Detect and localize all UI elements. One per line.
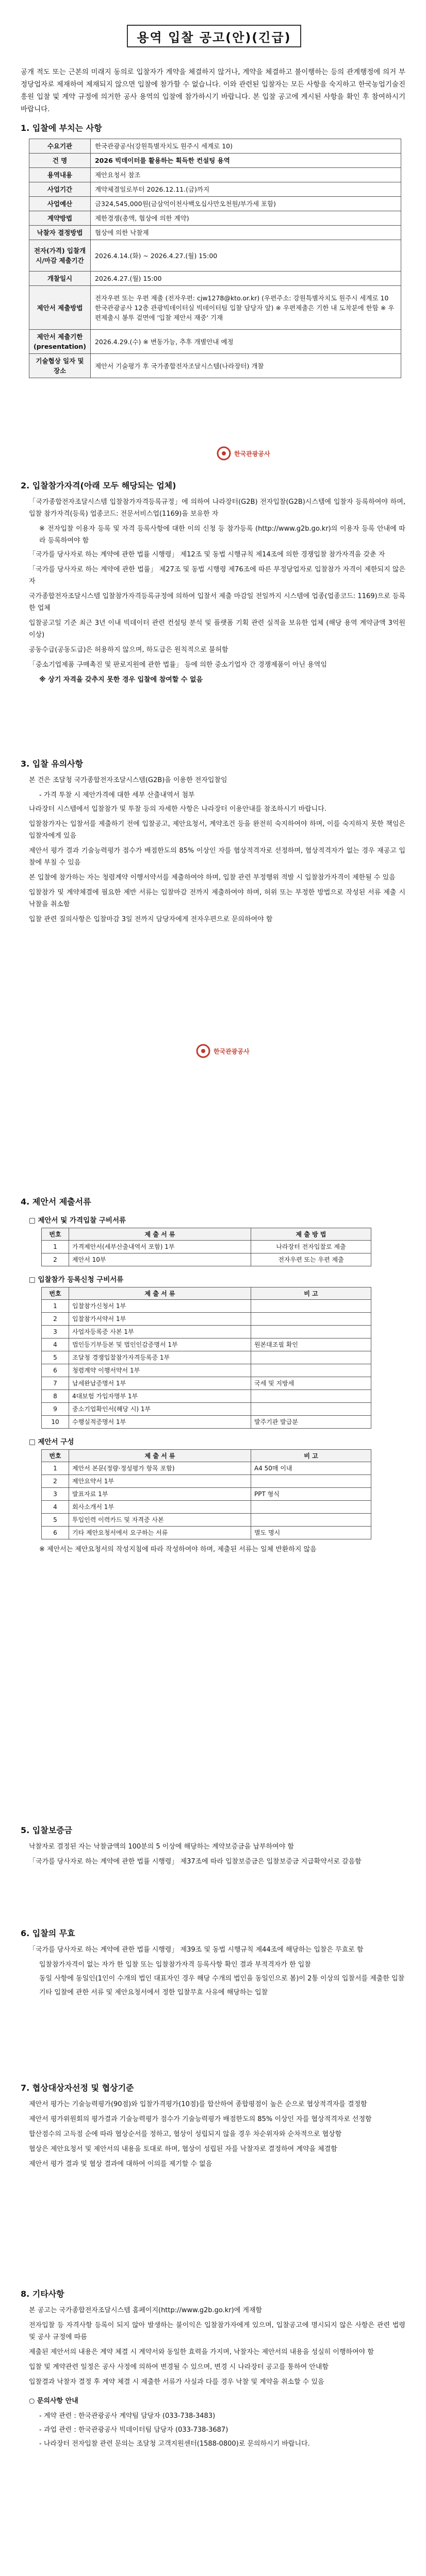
cell: 9 (42, 1403, 69, 1416)
cell: 7 (42, 1377, 69, 1390)
cell: 4대보험 가입자명부 1부 (69, 1390, 251, 1403)
cell: 전자우편 또는 우편 제출 (251, 1253, 371, 1266)
table-row (42, 1300, 371, 1313)
list-item: 나라장터 시스템에서 입찰참가 및 투찰 등의 자세한 사항은 나라장터 이용안내를 참조하시기 바랍니다. (29, 805, 327, 813)
column-header: 비 고 (251, 1287, 371, 1300)
row-header: 건 명 (29, 154, 91, 168)
section-3-title: 3. 입찰 유의사항 (21, 759, 84, 769)
table-header-row (42, 1228, 371, 1241)
list-item: 전자입찰 등 자격사항 등록이 되지 않아 발생하는 불이익은 입찰참가자에게 있으며, 입찰공고에 명시되지 않은 사항은 관련 법령 및 공사 규정에 따름 (29, 2321, 405, 2341)
bid-documents-table (41, 1228, 371, 1266)
contact-note: - 나라장터 전자입찰 관련 문의는 조달청 고객지원센터(1588-0800)로 문의하시기 바랍니다. (39, 2440, 310, 2448)
cell: 2 (42, 1313, 69, 1326)
list-item: 본 입찰에 참가하는 자는 청렴계약 이행서약서를 제출하여야 하며, 입찰 관련 부정행위 적발 시 입찰참가자격이 제한될 수 있음 (29, 874, 396, 882)
section-2-title: 2. 입찰참가자격(아래 모두 해당되는 업체) (21, 481, 176, 490)
row-header: 기술협상 일자 및 장소 (29, 354, 91, 378)
cell (251, 1475, 371, 1488)
cell: 8 (42, 1390, 69, 1403)
section-7 (21, 2081, 405, 2173)
table-row (29, 272, 401, 286)
table-row (42, 1390, 371, 1403)
cell: 4 (42, 1501, 69, 1514)
table-row (42, 1313, 371, 1326)
table-row (42, 1514, 371, 1527)
table-row (42, 1253, 371, 1266)
row-value: 2026.4.29.(수) ※ 변동가능, 추후 개별안내 예정 (90, 330, 401, 354)
table-row (29, 354, 401, 378)
table-row (42, 1501, 371, 1514)
cell (251, 1501, 371, 1514)
list-item: 협상은 제안요청서 및 제안서의 내용을 토대로 하며, 협상이 성립된 자를 낙찰자로 결정하여 계약을 체결함 (29, 2145, 337, 2153)
cell: 3 (42, 1326, 69, 1338)
cell: 1 (42, 1241, 69, 1253)
section-6-title: 6. 입찰의 무효 (21, 1928, 75, 1938)
table-row (42, 1241, 371, 1253)
cell: 별도 명시 (251, 1527, 371, 1539)
cell: 입찰참가서약서 1부 (69, 1313, 251, 1326)
page-title: 용역 입찰 공고(안)(긴급) (127, 25, 301, 47)
cell: 조달청 경쟁입찰참가자격등록증 1부 (69, 1351, 251, 1364)
section-7-title: 7. 협상대상자선정 및 협상기준 (21, 2083, 134, 2093)
table-row (42, 1326, 371, 1338)
row-value: 협상에 의한 낙찰제 (90, 226, 401, 240)
cell: 국세 및 지방세 (251, 1377, 371, 1390)
cell: PPT 형식 (251, 1488, 371, 1501)
cell: 가격제안서(세부산출내역서 포함) 1부 (69, 1241, 251, 1253)
list-item: 제안서 평가위원회의 평가결과 기술능력평가 점수가 기술능력평가 배점한도의 85% 이상인 자를 협상적격자로 선정함 (29, 2115, 372, 2123)
table-row (29, 330, 401, 354)
row-header: 제안서 제출방법 (29, 286, 91, 330)
list-item: 입찰 관련 질의사항은 입찰마감 3일 전까지 담당자에게 전자우편으로 문의하여야 함 (29, 916, 273, 923)
section-1 (21, 122, 405, 378)
cell: 4 (42, 1338, 69, 1351)
list-item: 「국가를 당사자로 하는 계약에 관한 법률」 제27조 및 동법 시행령 제76조에 따른 부정당업자로 입찰참가 자격이 제한되지 않은 자 (29, 566, 405, 585)
list-item: 본 공고는 국가종합전자조달시스템 홈페이지(http://www.g2b.go.kr)에 게재함 (29, 2307, 263, 2314)
section-4 (21, 1195, 405, 1557)
section-3 (21, 757, 405, 928)
table-row (42, 1416, 371, 1429)
subsection-c-title: □ 제안서 구성 (29, 1438, 74, 1446)
org-name: 한국관광공사 (214, 1047, 250, 1055)
contact-title: ○ 문의사항 안내 (29, 2397, 78, 2405)
table-row (29, 139, 401, 154)
cell (251, 1326, 371, 1338)
cell: 제안서 10부 (69, 1253, 251, 1266)
list-item: 제출된 제안서의 내용은 계약 체결 시 계약서와 동일한 효력을 가지며, 낙찰자는 제안서의 내용을 성실히 이행하여야 함 (29, 2348, 374, 2356)
table-row (42, 1338, 371, 1351)
list-item: 국가종합전자조달시스템 입찰참가자격등록규정에 의하여 입찰서 제출 마감일 전일까지 시스템에 업종(업종코드: 1169)으로 등록한 업체 (29, 592, 405, 612)
cell: 나라장터 전자입찰로 제출 (251, 1241, 371, 1253)
cell: A4 50매 이내 (251, 1462, 371, 1475)
cell (251, 1351, 371, 1364)
table-row (29, 197, 401, 211)
org-name: 한국관광공사 (234, 450, 270, 457)
list-item: ※ 상기 자격을 갖추지 못한 경우 입찰에 참여할 수 없음 (39, 676, 203, 684)
row-value: 2026.4.14.(화) ~ 2026.4.27.(월) 15:00 (90, 240, 401, 272)
list-item: 입찰 및 계약관련 일정은 공사 사정에 의하여 변경될 수 있으며, 변경 시 나라장터 공고를 통하여 안내함 (29, 2363, 329, 2371)
cell (251, 1390, 371, 1403)
list-item: ※ 전자입찰 이용자 등록 및 자격 등록사항에 대한 이의 신청 등 참가등록 (http://www.g2b.go.kr)의 이용자 등록 안내에 따라 등록하여야 함 (39, 525, 405, 545)
row-value: 제안요청서 참조 (90, 168, 401, 182)
subsection-a-title: □ 제안서 및 가격입찰 구비서류 (29, 1216, 126, 1225)
table-row (29, 182, 401, 197)
row-header: 제안서 제출기한 (presentation) (29, 330, 91, 354)
cell: 기타 제안요청서에서 요구하는 서류 (69, 1527, 251, 1539)
row-value: 제한경쟁(총액, 협상에 의한 계약) (90, 211, 401, 226)
cell: 회사소개서 1부 (69, 1501, 251, 1514)
column-header: 제 출 서 류 (69, 1450, 251, 1462)
cell: 5 (42, 1514, 69, 1527)
table-row (29, 211, 401, 226)
row-value: 전자우편 또는 우편 제출 (전자우편: cjw1278@kto.or.kr) (우편주소: 강원특별자치도 원주시 세계로 10 한국관광공사 12층 관광빅데이터실 빅데이터팀 입찰 담당자 앞) ※ 우편제출은 기한 내 도착분에 한함 ※ 우편제출시 봉투 겉면에 '입찰 제안서 재중' 기재 (90, 286, 401, 330)
subsection-b-title: □ 입찰참가 등록신청 구비서류 (29, 1276, 124, 1284)
section-8 (21, 2287, 405, 2452)
row-header: 용역내용 (29, 168, 91, 182)
list-item: 「국가종합전자조달시스템 입찰참가자격등록규정」에 의하여 나라장터(G2B) 전자입찰(G2B)시스템에 입찰자 등록하여야 하며, 입찰 참가자격(등록) 업종코드: 전문서비스업(1169)을 보유한 자 (29, 498, 405, 518)
proposal-composition-table (41, 1449, 371, 1539)
row-header: 전자(가격) 입찰개시/마감 제출기간 (29, 240, 91, 272)
cell: 발주기관 발급분 (251, 1416, 371, 1429)
column-header: 번호 (42, 1450, 69, 1462)
cell (251, 1514, 371, 1527)
list-item: 동일 사항에 동일인(1인이 수개의 법인 대표자인 경우 해당 수개의 법인을 동일인으로 봄)이 2통 이상의 입찰서를 제출한 입찰 (39, 1975, 405, 1982)
section-6 (21, 1927, 405, 2001)
list-item: 「국가를 당사자로 하는 계약에 관한 법률 시행령」 제37조에 따라 입찰보증금은 입찰보증금 지급확약서로 갈음함 (29, 1858, 362, 1866)
list-item: 본 건은 조달청 국가종합전자조달시스템(G2B)을 이용한 전자입찰임 (29, 776, 227, 784)
section-1-title: 1. 입찰에 부치는 사항 (21, 123, 102, 133)
section-4-title: 4. 제안서 제출서류 (21, 1197, 91, 1207)
logo-mark-icon (217, 446, 231, 461)
registration-documents-table (41, 1287, 371, 1429)
row-header: 사업기간 (29, 182, 91, 197)
contact-item: - 계약 관련 : 한국관광공사 계약팀 담당자 (033-738-3483) (39, 2412, 216, 2420)
list-item: 입찰참가 및 계약체결에 필요한 제반 서류는 입찰마감 전까지 제출하여야 하며, 허위 또는 부정한 방법으로 작성된 서류 제출 시 낙찰을 취소함 (29, 889, 405, 908)
section-5 (21, 1824, 405, 1871)
list-item: 입찰결과 낙찰자 결정 후 계약 체결 시 제출한 서류가 사실과 다를 경우 낙찰 및 계약을 취소할 수 있음 (29, 2378, 324, 2386)
row-value: 2026 빅데이터를 활용하는 획득한 컨설팅 용역 (90, 154, 401, 168)
contact-item: - 과업 관련 : 한국관광공사 빅데이터팀 담당자 (033-738-3687) (39, 2426, 228, 2434)
cell: 수행실적증명서 1부 (69, 1416, 251, 1429)
cell: 5 (42, 1351, 69, 1364)
cell: 투입인력 이력카드 및 자격증 사본 (69, 1514, 251, 1527)
list-item: - 가격 투찰 시 제안가격에 대한 세부 산출내역서 첨부 (39, 791, 195, 799)
list-item: 합산점수의 고득점 순에 따라 협상순서를 정하고, 협상이 성립되지 않을 경우 차순위자와 순차적으로 협상함 (29, 2130, 342, 2138)
column-header: 비 고 (251, 1450, 371, 1462)
row-header: 계약방법 (29, 211, 91, 226)
section-5-title: 5. 입찰보증금 (21, 1825, 73, 1835)
row-value: 계약체결일로부터 2026.12.11.(금)까지 (90, 182, 401, 197)
table-row (29, 286, 401, 330)
section-8-title: 8. 기타사항 (21, 2289, 64, 2299)
row-header: 사업예산 (29, 197, 91, 211)
column-header: 제 출 방 법 (251, 1228, 371, 1241)
row-header: 낙찰자 결정방법 (29, 226, 91, 240)
list-item: 「중소기업제품 구매촉진 및 판로지원에 관한 법률」 등에 의한 중소기업자 간 경쟁제품이 아닌 용역임 (29, 661, 327, 669)
org-logo (196, 1041, 253, 1061)
list-item: 제안서 평가 결과 및 협상 결과에 대하여 이의를 제기할 수 없음 (29, 2160, 212, 2168)
row-header: 개찰일시 (29, 272, 91, 286)
documents-note: ※ 제안서는 제안요청서의 작성지침에 따라 작성하여야 하며, 제출된 서류는 일체 반환하지 않음 (39, 1546, 317, 1553)
cell: 청렴계약 이행서약서 1부 (69, 1364, 251, 1377)
table-header-row (42, 1287, 371, 1300)
cell: 입찰참가신청서 1부 (69, 1300, 251, 1313)
table-row (29, 168, 401, 182)
table-row (42, 1527, 371, 1539)
cell: 제안요약서 1부 (69, 1475, 251, 1488)
row-value: 한국관광공사(강원특별자치도 원주시 세계로 10) (90, 139, 401, 154)
column-header: 번호 (42, 1287, 69, 1300)
row-header: 수요기관 (29, 139, 91, 154)
cell (251, 1364, 371, 1377)
cell: 10 (42, 1416, 69, 1429)
cell: 발표자료 1부 (69, 1488, 251, 1501)
list-item: 입찰참가자격이 없는 자가 한 입찰 또는 입찰참가자격 등록사항 확인 결과 부적격자가 한 입찰 (39, 1961, 311, 1969)
cell: 1 (42, 1300, 69, 1313)
table-row (42, 1488, 371, 1501)
cell: 3 (42, 1488, 69, 1501)
cell: 원본대조필 확인 (251, 1338, 371, 1351)
list-item: 「국가를 당사자로 하는 계약에 관한 법률 시행령」 제12조 및 동법 시행규칙 제14조에 의한 경쟁입찰 참가자격을 갖춘 자 (29, 551, 385, 558)
cell: 2 (42, 1253, 69, 1266)
table-row (29, 240, 401, 272)
table-header-row (42, 1450, 371, 1462)
cell: 6 (42, 1364, 69, 1377)
cell: 중소기업확인서(해당 시) 1부 (69, 1403, 251, 1416)
table-row (29, 154, 401, 168)
table-row (42, 1462, 371, 1475)
cell: 법인등기부등본 및 법인인감증명서 1부 (69, 1338, 251, 1351)
list-item: 입찰참가자는 입찰서를 제출하기 전에 입찰공고, 제안요청서, 계약조건 등을 완전히 숙지하여야 하며, 이를 숙지하지 못한 책임은 입찰자에게 있음 (29, 820, 405, 840)
intro-paragraph: 공개 적도 또는 근본의 미래지 동의로 입찰자가 계약을 체결하지 않거나, 계약을 체결하고 불이행하는 등의 관계행정에 의거 부정당업자로 제재하여 제재되지 않으면 입찰에 참가할 수 없습니다. 이와 관련된 입찰자는 모든 사항을 숙지하고 한국농업기술진흥원 입찰 및 계약 규정에 의거한 공사 용역의 입찰에 참가하시기 바랍니다. 본 입찰 공고에 게시된 사항을 확인 후 참여하시기 바랍니다. (21, 68, 405, 113)
cell: 1 (42, 1462, 69, 1475)
logo-mark-icon (196, 1044, 210, 1058)
table-row (42, 1475, 371, 1488)
list-item: 입찰공고일 기준 최근 3년 이내 빅데이터 관련 컨설팅 분석 및 플랫폼 기획 관련 실적을 보유한 업체 (해당 용역 계약금액 3억원 이상) (29, 619, 405, 639)
table-row (42, 1377, 371, 1390)
row-value: 제안서 기술평가 후 국가종합전자조달시스템(나라장터) 개찰 (90, 354, 401, 378)
list-item: 제안서 평가는 기술능력평가(90점)와 입찰가격평가(10점)를 합산하여 종합평점이 높은 순으로 협상적격자를 결정함 (29, 2100, 367, 2108)
org-logo (217, 443, 273, 464)
section-2 (21, 479, 405, 688)
row-value: 금324,545,000원(금삼억이천사백오십사만오천원/부가세 포함) (90, 197, 401, 211)
cell (251, 1403, 371, 1416)
cell: 납세완납증명서 1부 (69, 1377, 251, 1390)
row-value: 2026.4.27.(월) 15:00 (90, 272, 401, 286)
cell (251, 1300, 371, 1313)
cell: 제안서 본문(정량·정성평가 항목 포함) (69, 1462, 251, 1475)
list-item: 낙찰자로 결정된 자는 낙찰금액의 100분의 5 이상에 해당하는 계약보증금을 납부하여야 함 (29, 1843, 294, 1851)
list-item: 제안서 평가 결과 기술능력평가 점수가 배점한도의 85% 이상인 자를 협상적격자로 선정하며, 협상적격자가 없는 경우 재공고 입찰에 부칠 수 있음 (29, 847, 405, 867)
table-row (42, 1403, 371, 1416)
cell: 6 (42, 1527, 69, 1539)
table-row (42, 1351, 371, 1364)
column-header: 제 출 서 류 (69, 1287, 251, 1300)
column-header: 제 출 서 류 (69, 1228, 251, 1241)
table-row (29, 226, 401, 240)
list-item: 공동수급(공동도급)은 허용하지 않으며, 하도급은 원칙적으로 불허함 (29, 646, 228, 654)
column-header: 번호 (42, 1228, 69, 1241)
list-item: 기타 입찰에 관한 서류 및 제안요청서에서 정한 입찰무효 사유에 해당하는 입찰 (39, 1989, 268, 1996)
cell: 사업자등록증 사본 1부 (69, 1326, 251, 1338)
list-item: 「국가를 당사자로 하는 계약에 관한 법률 시행령」 제39조 및 동법 시행규칙 제44조에 해당하는 입찰은 무효로 함 (29, 1946, 364, 1954)
cell: 2 (42, 1475, 69, 1488)
cell (251, 1313, 371, 1326)
bid-info-table (29, 139, 401, 378)
table-row (42, 1364, 371, 1377)
